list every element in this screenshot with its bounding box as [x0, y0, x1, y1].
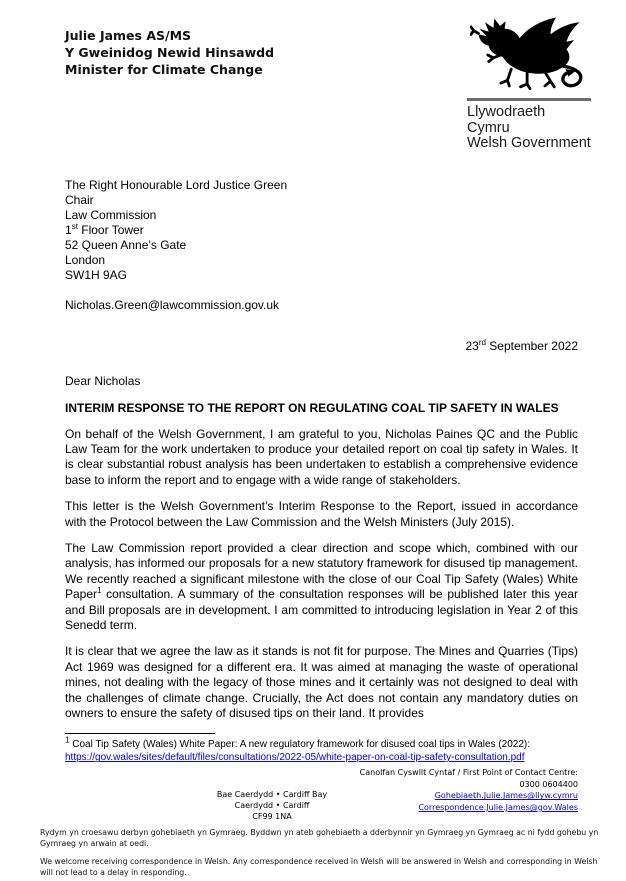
recipient-email: Nicholas.Green@lawcommission.gov.uk: [65, 297, 280, 312]
office-address-line-1: Bae Caerdydd • Cardiff Bay: [216, 790, 328, 800]
paragraph-1: On behalf of the Welsh Government, I am grateful to you, Nicholas Paines QC and the Public Law Team for the work undertaken to produce your detailed report on coal tip safety in Wales. It is clear substantial robust analysis has been undertaken to establish a comprehensive evidence base to inform the report and to engage with a wide range of stakeholders.: [65, 426, 578, 487]
contact-phone: 0300 0604400: [519, 779, 578, 789]
recipient-city: London: [65, 252, 106, 267]
email-link-english[interactable]: Correspondence.Julie.James@gov.Wales: [418, 802, 578, 812]
sender-title-english: Minister for Climate Change: [65, 62, 263, 77]
sender-name: Julie James AS/MS: [65, 28, 192, 43]
office-postcode: CF99 1NA: [252, 812, 292, 822]
footnote-reference: 1: [97, 586, 102, 596]
letter-footer: [65, 767, 578, 824]
date-ordinal: rd: [478, 337, 486, 347]
letter-header: [65, 14, 591, 152]
footnote-separator: [65, 733, 215, 734]
sender-block: [65, 27, 274, 78]
paragraph-3: [65, 541, 578, 633]
recipient-org: Law Commission: [65, 207, 157, 222]
logo-divider: [467, 98, 591, 101]
welsh-dragon-icon: [470, 14, 588, 96]
floor-rest: Floor Tower: [77, 222, 144, 237]
salutation: Dear Nicholas: [65, 373, 141, 388]
contact-centre-label: Canolfan Cyswllt Cyntaf / First Point of Contact Centre:: [359, 768, 578, 778]
date-day: 23: [465, 338, 479, 353]
letter-date: [65, 339, 578, 354]
subject-heading: INTERIM RESPONSE TO THE REPORT ON REGULATING COAL TIP SAFETY IN WALES: [65, 400, 559, 415]
recipient-role: Chair: [65, 192, 94, 207]
footnote-marker: 1: [65, 736, 70, 746]
logo-text-english: Welsh Government: [467, 135, 591, 151]
footnote: [65, 738, 578, 764]
welsh-language-notice: Rydym yn croesawu derbyn gohebiaeth yn Gymraeg. Byddwn yn ateb gohebiaeth a dderbynnir yn Gymraeg yn Gymraeg ac ni fydd gohebu yn Gymraeg yn arwain at oedi.: [40, 828, 599, 849]
email-link-welsh[interactable]: Gohebiaeth.Julie.James@llyw.cymru: [434, 791, 578, 801]
footnote-url-link[interactable]: https://gov.wales/sites/default/files/consultations/2022-05/white-paper-on-coal-tip-safety-consultation.pdf: [65, 752, 525, 764]
ordinal-suffix: st: [71, 221, 78, 231]
date-rest: September 2022: [485, 338, 578, 353]
paragraph-3-text: The Law Commission report provided a clear direction and scope which, combined with our analysis, has informed our proposals for a new statutory framework for disused tip management. We recently reached a significant milestone with the close of our Coal Tip Safety (Wales) White Paper: [65, 540, 578, 602]
contact-block: [360, 767, 578, 813]
recipient-address-line: [65, 223, 578, 238]
footnote-text: Coal Tip Safety (Wales) White Paper: A new regulatory framework for disused coal tips in Wales (2022):: [69, 739, 531, 751]
paragraph-2: This letter is the Welsh Government’s Interim Response to the Report, issued in accordance with the Protocol between the Law Commission and the Welsh Ministers (July 2015).: [65, 499, 578, 529]
sender-title-welsh: Y Gweinidog Newid Hinsawdd: [65, 45, 275, 60]
logo-wordmark: [467, 105, 591, 152]
recipient-street: 52 Queen Anne’s Gate: [65, 237, 187, 252]
recipient-postcode: SW1H 9AG: [65, 267, 128, 282]
recipient-address: [65, 178, 578, 283]
office-address-block: [177, 789, 367, 822]
english-language-notice: We welcome receiving correspondence in Welsh. Any correspondence received in Welsh will be answered in Welsh and corresponding in Welsh will not lead to a delay in responding.: [40, 857, 598, 878]
paragraph-4: It is clear that we agree the law as it stands is not fit for purpose. The Mines and Quarries (Tips) Act 1969 was designed for a different era. It was aimed at managing the waste of operational mines, not dealing with the legacy of those mines and it certainly was not designed to deal with the challenges of climate change. Crucially, the Act does not contain any mandatory duties on owners to ensure the safety of disused tips on their land. It provides: [65, 644, 578, 720]
paragraph-3-text-cont: consultation. A summary of the consultation responses will be published later this year and Bill proposals are in development. I am committed to introducing legislation in Year 2 of this Senedd term.: [65, 587, 578, 632]
floor-number: 1: [65, 222, 72, 237]
office-address-line-2: Caerdydd • Cardiff: [234, 801, 310, 811]
language-notices: [40, 827, 602, 878]
logo-text-welsh: Llywodraeth Cymru: [467, 104, 546, 136]
recipient-name: The Right Honourable Lord Justice Green: [65, 177, 288, 192]
welsh-government-logo: [467, 14, 591, 152]
